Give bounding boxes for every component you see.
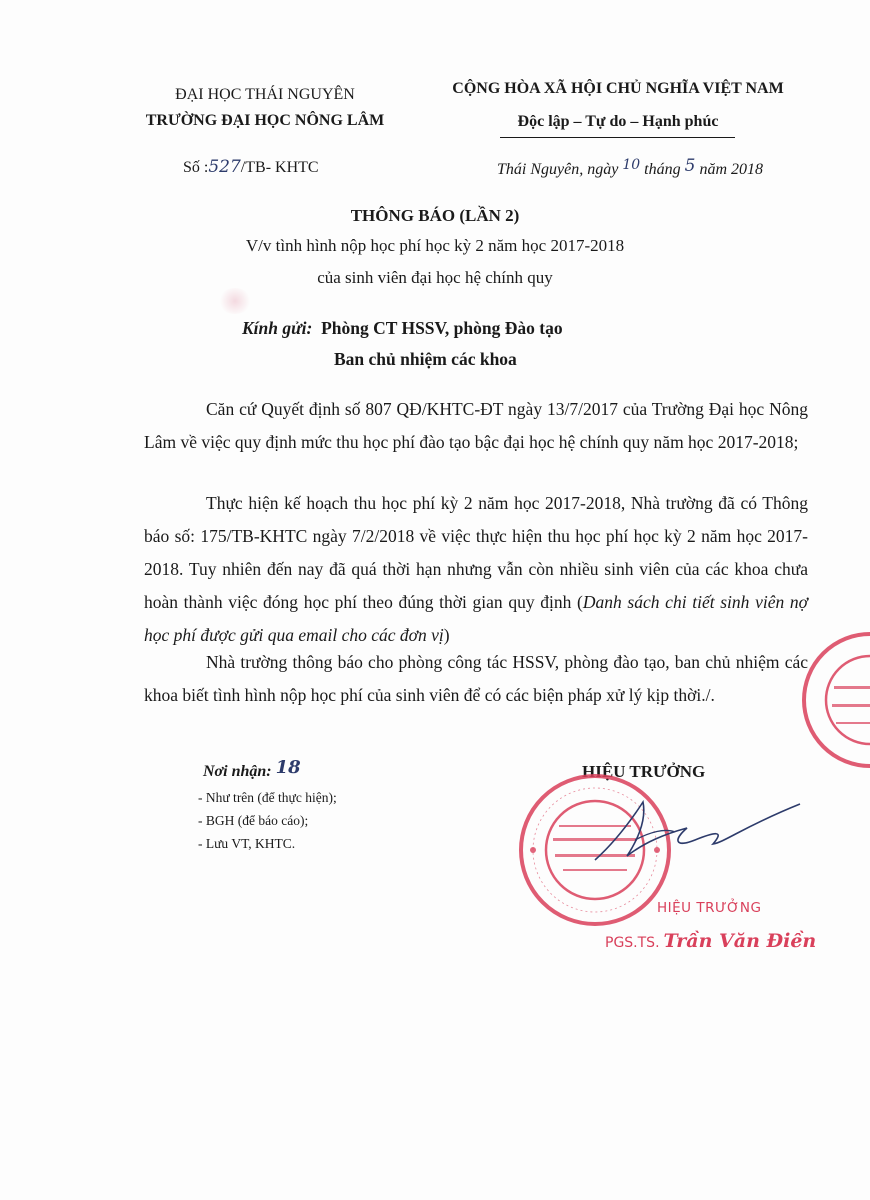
signer-name-stamp: PGS.TS. Trần Văn Điền bbox=[605, 930, 817, 952]
country-name: CỘNG HÒA XÃ HỘI CHỦ NGHĨA VIỆT NAM bbox=[452, 80, 784, 97]
paragraph-situation: Thực hiện kế hoạch thu học phí kỳ 2 năm học 2017-2018, Nhà trường đã có Thông báo số: 175/TB-KHTC ngày 7/2/2018 về việc thực hiện thu học phí học kỳ 2 năm học 2017-2018. Tuy nhiên đến nay đã quá thời hạn nhưng vẫn còn nhiều sinh viên của các khoa chưa hoàn thành việc đóng học phí theo đúng thời gian quy định (Danh sách chi tiết sinh viên nợ học phí được gửi qua email cho các đơn vị) bbox=[144, 493, 808, 645]
document-title: THÔNG BÁO (LẦN 2) bbox=[350, 206, 520, 225]
addressee-line1: Kính gửi: Phòng CT HSSV, phòng Đào tạo bbox=[242, 318, 563, 338]
stamp-title: HIỆU TRƯỞNG bbox=[657, 900, 762, 916]
addressee-label: Kính gửi: bbox=[242, 318, 313, 338]
paragraph-legal-basis: Căn cứ Quyết định số 807 QĐ/KHTC-ĐT ngày 13/7/2017 của Trường Đại học Nông Lâm về việc quy định mức thu học phí đào tạo bậc đại học hệ chính quy năm học 2017-2018; bbox=[144, 399, 808, 452]
ink-smudge bbox=[218, 288, 252, 314]
paragraph-conclusion: Nhà trường thông báo cho phòng công tác HSSV, phòng đào tạo, ban chủ nhiệm các khoa biết tình hình nộp học phí của sinh viên để có các biện pháp xử lý kịp thời./. bbox=[144, 652, 808, 705]
ministry-name: ĐẠI HỌC THÁI NGUYÊN bbox=[175, 86, 355, 103]
handwritten-signature bbox=[575, 782, 805, 872]
university-name: TRƯỜNG ĐẠI HỌC NÔNG LÂM bbox=[145, 112, 385, 129]
document-subject: V/v tình hình nộp học phí học kỳ 2 năm học 2017-2018 bbox=[245, 236, 625, 255]
national-motto: Độc lập – Tự do – Hạnh phúc bbox=[517, 113, 719, 130]
motto-underline bbox=[500, 137, 735, 138]
document-date: Thái Nguyên, ngày 10 tháng 5 năm 2018 bbox=[497, 156, 763, 178]
recipient-item: - Lưu VT, KHTC. bbox=[198, 836, 296, 851]
addressee-line2: Ban chủ nhiệm các khoa bbox=[334, 349, 517, 369]
partial-seal-edge bbox=[796, 630, 870, 770]
recipient-item: - Như trên (để thực hiện); bbox=[198, 790, 337, 805]
recipient-item: - BGH (để báo cáo); bbox=[198, 813, 309, 828]
reference-number: Số :527/TB- KHTC bbox=[183, 157, 319, 177]
signer-title: HIỆU TRƯỞNG bbox=[582, 762, 706, 781]
document-subject-line2: của sinh viên đại học hệ chính quy bbox=[317, 268, 553, 287]
recipients-label: Nơi nhận: 18 bbox=[203, 757, 301, 780]
